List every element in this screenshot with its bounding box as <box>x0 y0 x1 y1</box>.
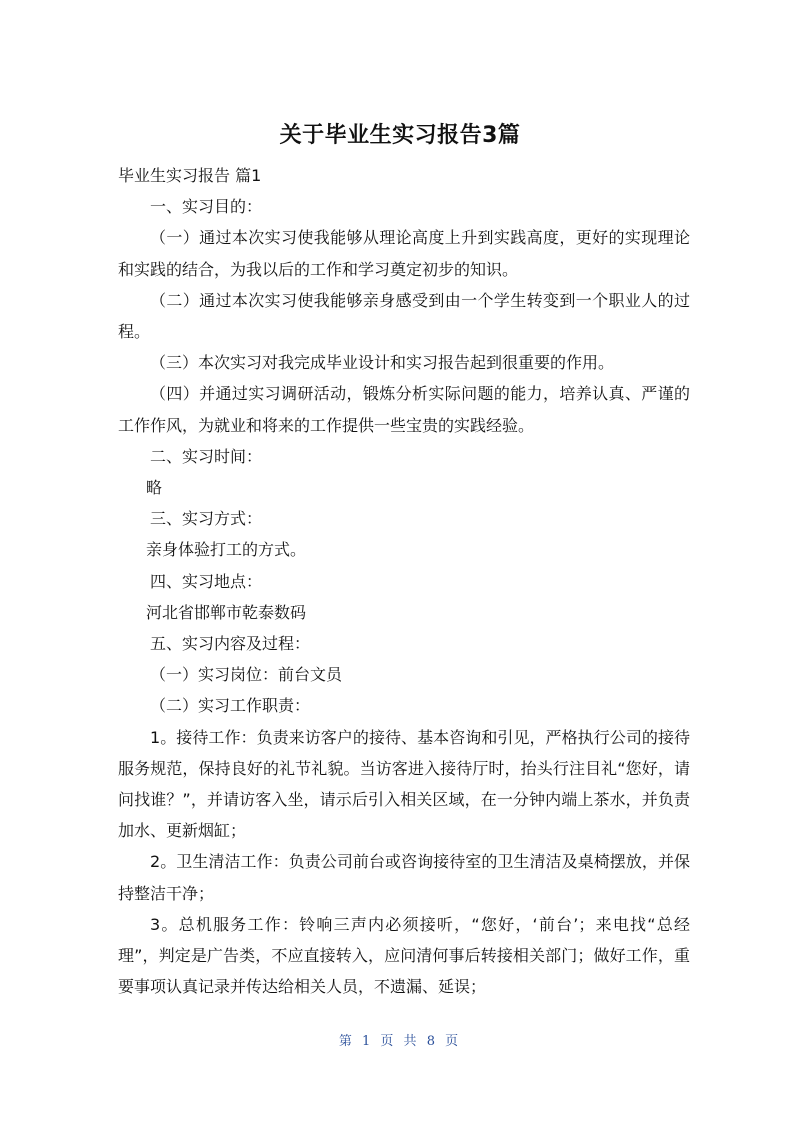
document-title: 关于毕业生实习报告3篇 <box>279 123 521 148</box>
paragraph: 3。总机服务工作：铃响三声内必须接听，“您好，‘前台’；来电找“总经理”，判定是广告类，不应直接转入，应问清何事后转接相关部门；做好工作，重要事项认真记录并传达给相关人员，不遗漏、延误； <box>118 914 690 997</box>
paragraph: 亲身体验打工的方式。 <box>146 540 307 560</box>
paragraph: （二）实习工作职责： <box>150 696 311 716</box>
paragraph: 四、实习地点： <box>150 571 263 591</box>
paragraph: 1。接待工作：负责来访客户的接待、基本咨询和引见，严格执行公司的接待服务规范，保持良好的礼节礼貌。当访客进入接待厅时，抬头行注目礼“您好，请问找谁？”，并请访客入坐，请示后引入相关区域，在一分钟内端上茶水，并负责加水、更新烟缸； <box>118 727 690 841</box>
paragraph: （二）通过本次实习使我能够亲身感受到由一个学生转变到一个职业人的过程。 <box>118 290 690 342</box>
paragraph: （三）本次实习对我完成毕业设计和实习报告起到很重要的作用。 <box>150 353 615 373</box>
paragraph: 2。卫生清洁工作：负责公司前台或咨询接待室的卫生清洁及桌椅摆放，并保持整洁干净； <box>118 852 690 903</box>
section-heading: 毕业生实习报告 篇1 <box>118 166 262 185</box>
page-number-footer: 第 1 页 共 8 页 <box>338 1034 462 1049</box>
document-body <box>118 160 690 1002</box>
paragraph: 略 <box>146 478 163 498</box>
paragraph: （一）实习岗位：前台文员 <box>150 665 343 685</box>
paragraph: 二、实习时间： <box>150 446 263 466</box>
paragraph: （一）通过本次实习使我能够从理论高度上升到实践高度，更好的实现理论和实践的结合，为我以后的工作和学习奠定初步的知识。 <box>118 228 690 279</box>
paragraph: 三、实习方式： <box>150 509 263 529</box>
paragraph: 一、实习目的： <box>150 197 263 217</box>
paragraph: （四）并通过实习调研活动，锻炼分析实际问题的能力，培养认真、严谨的工作作风，为就业和将来的工作提供一些宝贵的实践经验。 <box>118 384 690 435</box>
paragraph: 五、实习内容及过程： <box>150 634 311 654</box>
paragraph: 河北省邯郸市乾泰数码 <box>146 602 307 622</box>
